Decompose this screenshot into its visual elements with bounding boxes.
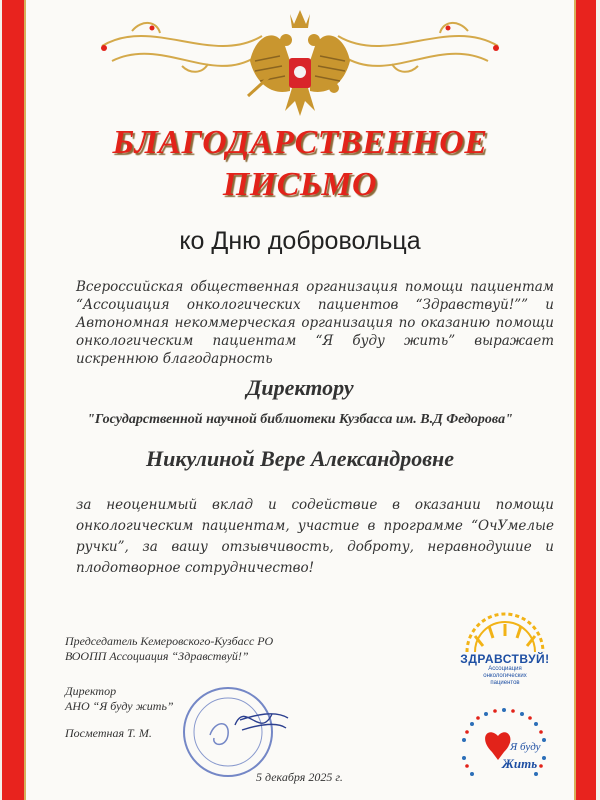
recipient-organization: "Государственной научной библиотеки Кузбасса им. В.Д Федорова" <box>87 412 513 427</box>
logo-text-line-2: Жить <box>502 756 538 771</box>
director-line-2: АНО “Я буду жить” <box>65 699 174 713</box>
title-line-2: ПИСЬМО <box>222 166 378 203</box>
director-line-1: Директор <box>65 684 117 698</box>
signer-name: Посметная Т. М. <box>65 726 152 740</box>
official-stamp-icon <box>180 680 290 780</box>
subtitle: ко Дню добровольца <box>179 227 421 255</box>
logo-text-line-1: Я буду <box>510 741 541 753</box>
recipient-name: Никулиной Вере Александровне <box>145 446 455 471</box>
zdravstvuy-caption-3: пациентов <box>490 680 520 686</box>
chair-signature-block <box>65 634 273 664</box>
date: 5 декабря 2025 г. <box>256 770 343 784</box>
ya-budu-zhit-logo-icon <box>452 702 557 792</box>
title-line-1: БЛАГОДАРСТВЕННОЕ <box>112 124 488 161</box>
coat-of-arms-ornament <box>92 6 508 124</box>
zdravstvuy-caption-2: онкологических <box>483 673 527 679</box>
zdravstvuy-name: ЗДРАВСТВУЙ! <box>460 652 550 666</box>
recipient-position: Директору <box>246 375 354 400</box>
chair-line-1: Председатель Кемеровского-Кузбасс РО <box>65 634 274 648</box>
director-signature-block <box>65 684 174 714</box>
gratitude-paragraph: за неоценимый вклад и содействие в оказании помощи онкологическим пациентам, участие в программе “ОчУмелые ручки”, за вашу отзывчивость, доброту, неравнодушие и плодотворное сотрудничество! <box>76 497 554 576</box>
zdravstvuy-caption-1: Ассоциация <box>488 666 522 672</box>
intro-paragraph: Всероссийская общественная организация помощи пациентам “Ассоциация онкологических пациентов “Здравствуй!”” и Автономная некоммерческая организация по оказанию помощи онкологическим пациентам “Я буду жить” выражает искреннюю благодарность <box>76 279 554 367</box>
chair-line-2: ВООПП Ассоциация “Здравствуй!” <box>65 649 249 663</box>
zdravstvuy-logo-text <box>455 652 555 687</box>
